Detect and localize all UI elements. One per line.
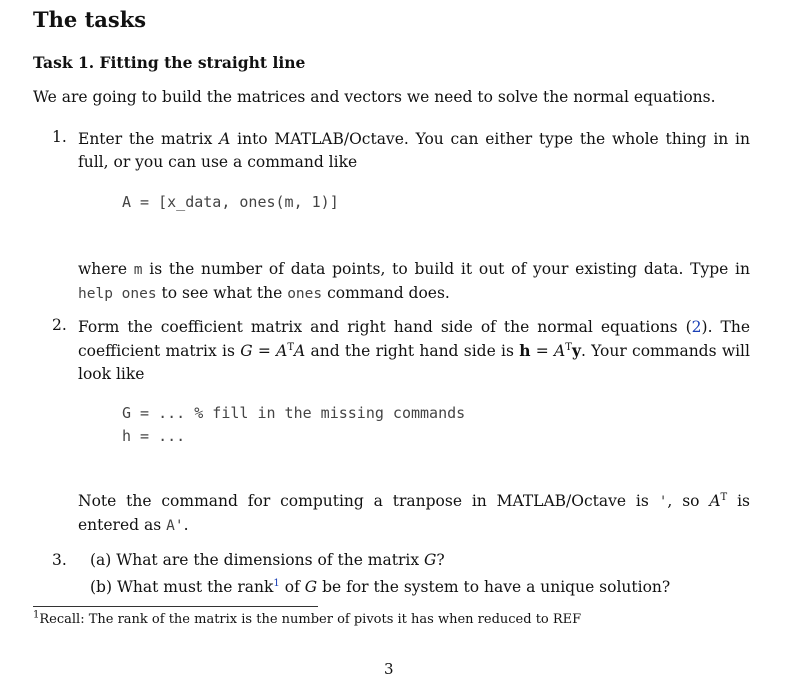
footnote: $^1$Recall: The rank of the matrix is the number of pivots it has when reduced to REF (33, 609, 582, 627)
item-number-3: 3. (52, 551, 67, 569)
intro-paragraph: We are going to build the matrices and vectors we need to solve the normal equations. (33, 88, 716, 106)
task-heading: Task 1. Fitting the straight line (33, 53, 306, 72)
item-number-2: 2. (52, 316, 67, 334)
inline-code: help ones (78, 286, 157, 302)
item-number-1: 1. (52, 128, 67, 146)
item-3a: (a) What are the dimensions of the matrix G? (90, 551, 445, 569)
item-2-note: Note the command for computing a tranpose in MATLAB/Octave is ', so $A^T$ is entered as A'. (78, 491, 750, 534)
math-var: A (219, 130, 231, 148)
page-title: The tasks (33, 7, 147, 32)
item-1-text: Enter the matrix A into MATLAB/Octave. You can either type the whole thing in in full, or you can use a command like (78, 130, 750, 171)
code-line-1: G = ... % fill in the missing commands (122, 404, 466, 422)
item-1-where-text: where m is the number of data points, to build it out of your existing data. Type in help ones to see what the ones command does. (78, 260, 750, 302)
page-number: 3 (384, 660, 394, 678)
code-line-2: h = ... (122, 427, 186, 445)
equation-ref-link[interactable]: 2 (691, 318, 702, 336)
inline-code: ones (287, 286, 323, 302)
item-3b: (b) What must the rank$^1$ of G be for the system to have a unique solution? (90, 577, 671, 596)
code-block-1: A = [x_data, ones(m, 1)] (122, 193, 339, 211)
footnote-marker-link[interactable]: 1 (273, 577, 280, 589)
footnote-divider (33, 606, 318, 607)
item-2-text: Form the coefficient matrix and right hand side of the normal equations (2). The coefficient matrix is $G = A^TA$ and the right hand side is $h = A^Ty$. Your commands will look like (78, 318, 750, 383)
inline-code: m (133, 262, 143, 278)
